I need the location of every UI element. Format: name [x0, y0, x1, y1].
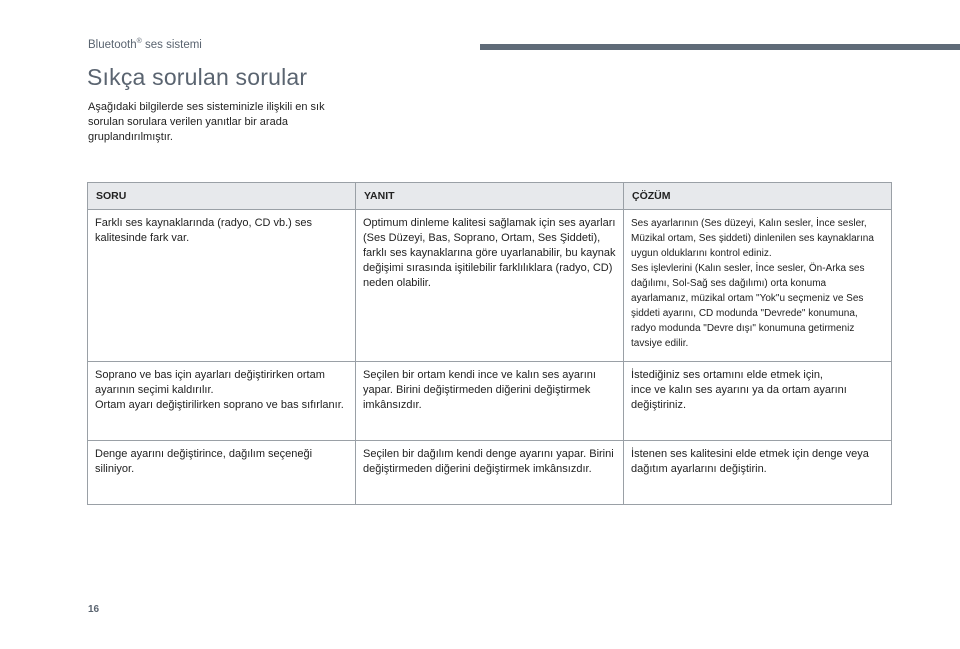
- cell-soru: Soprano ve bas için ayarları değiştirirken ortam ayarının seçimi kaldırılır. Ortam ayarı değiştirilirken soprano ve bas sıfırlanır.: [88, 362, 356, 441]
- table-row: [88, 362, 892, 441]
- cell-cozum: İstenen ses kalitesini elde etmek için denge veya dağıtım ayarlarını değiştirin.: [624, 441, 892, 505]
- header-bar: [480, 44, 960, 50]
- column-header-soru: SORU: [88, 183, 356, 210]
- column-header-cozum: ÇÖZÜM: [624, 183, 892, 210]
- table-row: [88, 210, 892, 362]
- section-header-pre: Bluetooth: [88, 38, 137, 51]
- registered-mark: ®: [136, 38, 142, 45]
- faq-table: [87, 182, 892, 505]
- page-title: Sıkça sorulan sorular: [87, 64, 308, 90]
- cell-soru: Farklı ses kaynaklarında (radyo, CD vb.) ses kalitesinde fark var.: [88, 210, 356, 362]
- cell-cozum: İstediğiniz ses ortamını elde etmek için, ince ve kalın ses ayarını ya da ortam ayarını değiştiriniz.: [624, 362, 892, 441]
- cell-soru: Denge ayarını değiştirince, dağılım seçeneği siliniyor.: [88, 441, 356, 505]
- column-header-yanit: YANIT: [355, 183, 623, 210]
- cell-yanit: Seçilen bir ortam kendi ince ve kalın ses ayarını yapar. Birini değiştirmeden diğerini değiştirmek imkânsızdır.: [355, 362, 623, 441]
- section-header: [88, 38, 202, 51]
- section-header-post: ses sistemi: [141, 38, 202, 51]
- cell-yanit: Optimum dinleme kalitesi sağlamak için ses ayarları (Ses Düzeyi, Bas, Soprano, Ortam, Ses Şiddeti), farklı ses kaynaklarına göre uyarlanabilir, bu kaynak değişimi sırasında işitilebilir farklılıklara (radyo, CD) neden olabilir.: [355, 210, 623, 362]
- intro-paragraph: Aşağıdaki bilgilerde ses sisteminizle ilişkili en sık sorulan sorulara verilen yanıtlar bir arada gruplandırılmıştır.: [88, 101, 325, 143]
- cell-cozum: Ses ayarlarının (Ses düzeyi, Kalın sesler, İnce sesler, Müzikal ortam, Ses şiddeti) dinlenilen ses kaynaklarına uygun olduklarını kontrol ediniz. Ses işlevlerini (Kalın sesler, İnce sesler, Ön-Arka ses dağılımı, Sol-Sağ ses dağılımı) orta konuma ayarlamanız, müzikal ortam "Yok"u seçmeniz ve Ses şiddeti ayarını, CD modunda "Devrede" konumuna, radyo modunda "Devre dışı" konumuna getirmeniz tavsiye edilir.: [624, 210, 892, 362]
- page-number: 16: [88, 604, 100, 615]
- table-header-row: [88, 183, 892, 210]
- cell-yanit: Seçilen bir dağılım kendi denge ayarını yapar. Birini değiştirmeden diğerini değiştirmek imkânsızdır.: [355, 441, 623, 505]
- table-row: [88, 441, 892, 505]
